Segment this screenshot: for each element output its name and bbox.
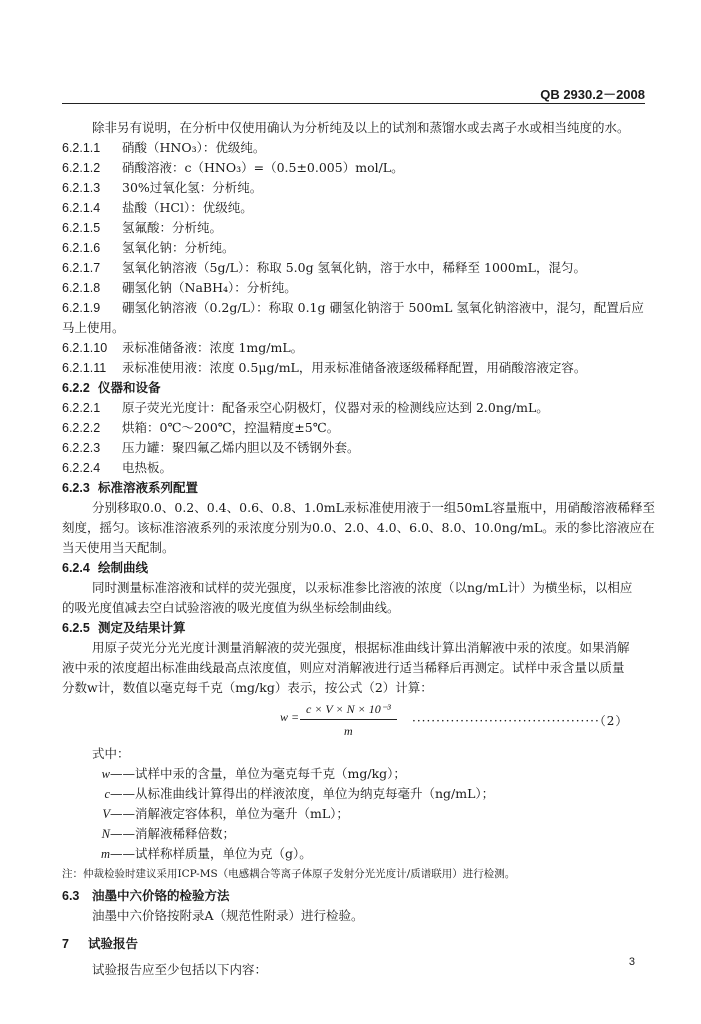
clause-number: 6.2.1.8: [62, 281, 101, 295]
reagent-item: [62, 160, 404, 176]
equipment-item: [62, 400, 549, 416]
variable-symbol: N: [101, 827, 110, 841]
paragraph-line: 分数w计，数值以毫克每千克（mg/kg）表示，按公式（2）计算：: [62, 680, 433, 695]
paragraph-line: 的吸光度值减去空白试验溶液的吸光度值为纵坐标绘制曲线。: [62, 600, 400, 615]
clause-continuation: 马上使用。: [62, 320, 125, 335]
variable-description: ——消解液稀释倍数；: [110, 826, 236, 841]
clause-number: 6.2.1.5: [62, 221, 101, 235]
formula-number: （2）: [599, 714, 629, 728]
intro-paragraph: 除非另有说明，在分析中仅使用确认为分析纯及以上的试剂和蒸馏水或去离子水或相当纯度的水。: [92, 120, 630, 135]
section-heading: [62, 560, 148, 576]
variable-symbol: w: [101, 767, 110, 781]
leader-dots: ·······································: [412, 714, 600, 728]
header-rule: [62, 103, 645, 104]
section-title: 试验报告: [88, 936, 139, 951]
section-title: 测定及结果计算: [98, 620, 186, 635]
equipment-item: [62, 440, 360, 456]
reagent-item: [62, 240, 235, 256]
variable-description: ——从标准曲线计算得出的样液浓度，单位为纳克每毫升（ng/mL）；: [110, 786, 495, 801]
reagent-item: [62, 280, 297, 296]
paragraph-line: 刻度，摇匀。该标准溶液系列的汞浓度分别为0.0、2.0、4.0、6.0、8.0、10.0ng/mL。汞的参比溶液应在: [62, 520, 655, 535]
section-heading: [62, 936, 138, 952]
clause-text: 氢氧化钠：分析纯。: [122, 240, 235, 255]
variable-definition: [84, 766, 406, 782]
variable-symbol: m: [100, 847, 110, 861]
clause-number: 6.2.1.1: [62, 141, 101, 155]
formula-leader: [412, 712, 628, 729]
variable-definition: [84, 846, 312, 862]
equipment-item: [62, 460, 172, 476]
variable-definition: [84, 806, 349, 822]
variable-definition: [84, 786, 494, 802]
reagent-item: [62, 260, 586, 276]
equipment-item: [62, 420, 339, 436]
paragraph-line: 液中汞的浓度超出标准曲线最高点浓度值，则应对消解液进行适当稀释后再测定。试样中汞含量以质量: [62, 660, 625, 675]
page-number: 3: [628, 956, 635, 968]
formula-denominator: m: [344, 724, 353, 738]
clause-text: 烘箱：0℃～200℃，控温精度±5℃。: [122, 420, 340, 435]
clause-number: 6.2.2.4: [62, 461, 101, 475]
section-number: 6.2.2: [62, 381, 90, 395]
clause-text: 汞标准使用液：浓度 0.5μg/mL，用汞标准储备液逐级稀释配置，用硝酸溶液定容。: [122, 360, 587, 375]
clause-text: 氢氟酸：分析纯。: [122, 220, 223, 235]
clause-text: 汞标准储备液：浓度 1mg/mL。: [122, 340, 304, 355]
section-title: 油墨中六价铬的检验方法: [92, 888, 230, 903]
clause-text: 氢氧化钠溶液（5g/L）：称取 5.0g 氢氧化钠，溶于水中，稀释至 1000mL，混匀。: [122, 260, 586, 275]
paragraph-line: 用原子荧光分光光度计测量消解液的荧光强度，根据标准曲线计算出消解液中汞的浓度。如果消解: [92, 640, 630, 655]
section-number: 7: [62, 937, 69, 951]
clause-number: 6.2.1.7: [62, 261, 101, 275]
section-title: 仪器和设备: [98, 380, 161, 395]
clause-text: 原子荧光光度计：配备汞空心阴极灯，仪器对汞的检测线应达到 2.0ng/mL。: [122, 400, 549, 415]
section-title: 标准溶液系列配置: [98, 480, 199, 495]
reagent-item: [62, 200, 253, 216]
section-number: 6.2.5: [62, 621, 90, 635]
formula-numerator: c × V × N × 10⁻³: [300, 702, 397, 720]
section-title: 绘制曲线: [98, 560, 149, 575]
variable-description: ——试样称样质量，单位为克（g）。: [110, 846, 312, 861]
paragraph-line: 当天使用当天配制。: [62, 540, 175, 555]
reagent-item: [62, 300, 644, 316]
formula-lhs: w =: [280, 710, 300, 724]
clause-number: 6.2.1.10: [62, 341, 108, 355]
variable-description: ——消解液定容体积，单位为毫升（mL）；: [110, 806, 349, 821]
section-heading: [62, 380, 161, 396]
clause-number: 6.2.1.2: [62, 161, 101, 175]
clause-number: 6.2.2.1: [62, 401, 101, 415]
clause-number: 6.2.2.2: [62, 421, 101, 435]
clause-number: 6.2.1.11: [62, 361, 107, 375]
variable-description: ——试样中汞的含量，单位为毫克每千克（mg/kg）；: [110, 766, 406, 781]
clause-number: 6.2.2.3: [62, 441, 101, 455]
paragraph-line: 分别移取0.0、0.2、0.4、0.6、0.8、1.0mL汞标准使用液于一组50mL容量瓶中，用硝酸溶液稀释至: [92, 500, 655, 515]
section-heading: [62, 480, 198, 496]
reagent-item: [62, 180, 262, 196]
reagent-item: [62, 340, 303, 356]
section-number: 6.3: [62, 889, 80, 903]
note: 注：仲裁检验时建议采用ICP-MS（电感耦合等离子体原子发射分光光度计/质谱联用）进行检测。: [62, 868, 516, 880]
clause-text: 30%过氧化氢：分析纯。: [122, 180, 263, 195]
clause-number: 6.2.1.9: [62, 301, 101, 315]
clause-text: 压力罐：聚四氟乙烯内胆以及不锈钢外套。: [122, 440, 360, 455]
reagent-item: [62, 360, 586, 376]
paragraph-line: 油墨中六价铬按附录A（规范性附录）进行检验。: [92, 908, 364, 923]
clause-text: 硝酸溶液：c（HNO₃）=（0.5±0.005）mol/L。: [122, 160, 404, 175]
clause-number: 6.2.1.6: [62, 241, 101, 255]
clause-text: 硼氢化钠溶液（0.2g/L）：称取 0.1g 硼氢化钠溶于 500mL 氢氧化钠溶液中，混匀，配置后应: [122, 300, 644, 315]
clause-text: 电热板。: [122, 460, 173, 475]
clause-text: 盐酸（HCl）：优级纯。: [122, 200, 253, 215]
clause-text: 硼氢化钠（NaBH₄）：分析纯。: [122, 280, 297, 295]
section-heading: [62, 888, 230, 904]
variable-definition: [84, 826, 235, 842]
clause-text: 硝酸（HNO₃）：优级纯。: [122, 140, 266, 155]
formula-2: [280, 702, 397, 739]
reagent-item: [62, 220, 222, 236]
standard-code: QB 2930.2－2008: [540, 87, 645, 102]
variable-symbol: V: [102, 807, 110, 821]
clause-number: 6.2.1.3: [62, 181, 101, 195]
clause-number: 6.2.1.4: [62, 201, 101, 215]
variable-symbol: c: [104, 787, 110, 801]
where-label: 式中：: [92, 746, 130, 761]
section-number: 6.2.4: [62, 561, 90, 575]
paragraph-line: 同时测量标准溶液和试样的荧光强度，以汞标准参比溶液的浓度（以ng/mL计）为横坐标，以相应: [92, 580, 633, 595]
section-heading: [62, 620, 186, 636]
section-number: 6.2.3: [62, 481, 90, 495]
reagent-item: [62, 140, 265, 156]
paragraph-line: 试验报告应至少包括以下内容：: [92, 962, 268, 977]
